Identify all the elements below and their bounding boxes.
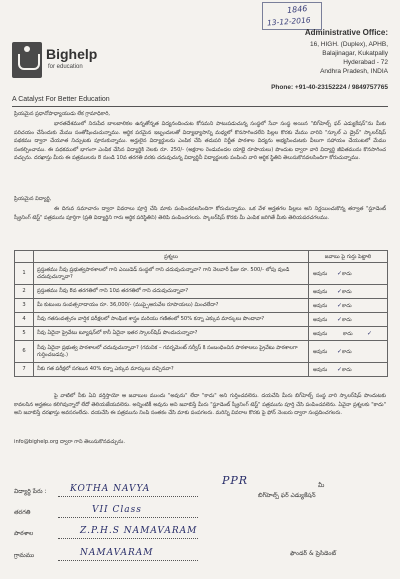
answer-yes[interactable]: అవును: [313, 330, 328, 337]
tick-mark-icon: ✓: [367, 329, 373, 337]
column-header-questions: ప్రశ్నలు: [34, 251, 309, 263]
question-text: మీ కుటుంబ సంవత్సరాదాయం రూ. 36,000/- (ముప్పైఆరువేల రూపాయలు) మించలేదా?: [34, 299, 309, 313]
question-text: నీవు గతసంవత్సరం వార్షిక పరీక్షలలో సాంఘిక శాస్త్రం మరియు గణితంలో 50% కన్నా ఎక్కువ మార్కులు పొందావా?: [34, 313, 309, 327]
answer-cell[interactable]: [309, 363, 388, 377]
table-row: [15, 263, 388, 285]
answer-no[interactable]: కాదు: [342, 348, 352, 355]
address-line: Balajinagar, Kukatpally: [322, 50, 388, 57]
answer-cell[interactable]: [309, 327, 388, 341]
question-number: 5: [15, 327, 34, 341]
eligibility-table: [14, 250, 388, 377]
brand-subtitle: for education: [48, 64, 83, 70]
class-label: తరగతి: [14, 509, 31, 516]
address-line: Andhra Pradesh, INDIA: [320, 68, 388, 75]
tick-mark-icon: ✓: [337, 315, 343, 323]
column-header-answer: జవాబు పై గుర్తు పెట్టాలి: [309, 251, 388, 263]
student-name-value[interactable]: KOTHA NAVYA: [70, 484, 151, 494]
answer-no[interactable]: కాదు: [342, 366, 352, 373]
sign-organization: బిగ్‌హెల్ప్ ఫర్ ఎడ్యుకేషన్: [258, 492, 316, 499]
table-row: [15, 299, 388, 313]
question-number: 6: [15, 341, 34, 363]
tick-mark-icon: ✓: [337, 347, 343, 355]
school-line: [58, 538, 198, 539]
stamp-number: 1846: [286, 3, 308, 16]
question-text: నీవు ఏదైనా ప్రభుత్వ పాఠశాలలో చదువుచున్నావా? (గమనిక – గవర్నమెంట్ సర్వీస్ కి సంబంధించిన పాఠశాలలు ప్రైవేటు పాఠశాలగా గుర్తించబడవు.): [34, 341, 309, 363]
table-row: [15, 327, 388, 341]
table-header-row: [15, 251, 388, 263]
stamp-date: 13-12-2016: [266, 15, 311, 28]
answer-no[interactable]: కాదు: [343, 330, 353, 337]
sign-yours: మీ: [318, 482, 325, 489]
answer-no[interactable]: కాదు: [342, 288, 352, 295]
village-line: [58, 560, 198, 561]
school-label: పాఠశాల: [14, 530, 34, 537]
answer-yes[interactable]: అవును: [313, 270, 328, 277]
contact-email: info@bighelp.org ద్వారా గాని తెలుసుకొనవచ్చును.: [14, 439, 126, 445]
question-number: 1: [15, 263, 34, 285]
bighelp-logo-icon: [12, 42, 42, 78]
name-line: [58, 496, 198, 497]
table-row: [15, 363, 388, 377]
table-row: [15, 285, 388, 299]
address-line: Hyderabad - 72: [343, 59, 388, 66]
village-label: గ్రామము: [14, 552, 35, 559]
answer-yes[interactable]: అవును: [313, 302, 328, 309]
school-value[interactable]: Z.P.H.S NAMAVARAM: [80, 526, 198, 536]
address-line: 16, HIGH. (Duplex), APHB,: [309, 41, 388, 48]
instruction-paragraph: ఈ దిగువ సమాచారం ద్వారా వివరాలు పూర్తి చేసి మాకు పంపించవలసిందిగా కోరుచున్నాము. ఒక వేళ అర్హతగల పిల్లలు అని నిర్ణయించుకొన్న తర్వాత "స్టూడెంట్ స్క్రీనింగ్ టెస్ట్" పత్రమును పూర్తిగా (ప్రతి విద్యార్థిని గారు ఆర్థిక పరిస్థితిని) తెలిపి పంపించగలరు. స్కాలర్‌షిప్ కొరకు మీ ఎంపిక జరిగితే మీకు తెలియపరచగలము.: [14, 206, 386, 221]
closing-paragraph: పై వాటిలో నీకు ఏవి వర్తిస్తాయో ఆ జవాబుల ముందు "అవును" లేదా "కాదు" అని గుర్తించవలెను. దయచేసి మీరు బిగ్‌హెల్ప్ సంస్థ వారి స్కాలర్‌షిప్ పొందుటకు కావలసిన అర్హతలు కలిగివున్నారో లేదో తెలియజేయవలెను. అన్నింటికీ అవును అని జవాబిస్తే మీరు "స్టూడెంట్ స్క్రీనింగ్ టెస్ట్" పత్రమును పూర్తి చేసి పంపించవలెను. ఏవైనా ప్రశ్నలకు "కాదు" అని జవాబిస్తే దరఖాస్తు అవసరంలేదు. దయచేసి ఈ పత్రమును నింపి సంతకం చేసి మాకు పంపగలరు. మరిన్ని వివరాల కొరకు పై ఫోన్ నెంబరు ద్వారా సంప్రదించగలరు.: [14, 393, 386, 417]
answer-yes[interactable]: అవును: [313, 288, 328, 295]
table-row: [15, 313, 388, 327]
brand-tagline: A Catalyst For Better Education: [12, 96, 110, 103]
header-divider: [12, 106, 388, 107]
sign-role: ఫౌండర్ & ప్రెసిడెంట్: [290, 550, 337, 557]
name-label: విద్యార్థి పేరు :: [14, 488, 47, 495]
tick-mark-icon: ✓: [337, 287, 343, 295]
tick-mark-icon: ✓: [337, 269, 343, 277]
address-title: Administrative Office:: [304, 28, 388, 37]
brand-name: Bighelp: [46, 46, 98, 62]
answer-yes[interactable]: అవును: [313, 366, 328, 373]
greeting: ప్రియమైన ప్రధానోపాధ్యాయుడు లేక గ్రామాధికారి,: [14, 111, 111, 117]
tick-mark-icon: ✓: [337, 365, 343, 373]
initials: PPR: [222, 474, 249, 487]
question-number: 2: [15, 285, 34, 299]
question-text: నీకు గత పరీక్షలో సగటున 40% కన్నా ఎక్కువ మార్కులు వచ్చినవా?: [34, 363, 309, 377]
answer-yes[interactable]: అవును: [313, 348, 328, 355]
question-text: నీవు ఏదైనా ప్రైవేటు ట్యూషన్‌లో కానీ ఏదైనా ఇతర స్కాలర్‌షిప్ పొందుచున్నావా?: [34, 327, 309, 341]
question-text: ప్రస్తుతము నీవు ప్రభుత్వపాఠశాలలో గాని ఎయిడెడ్ సంస్థలో గాని చదువుచున్నావా? గాని నెలవారీ ఫీజు రూ. 500/- లోపు వుండి చదువుచున్నావా?: [34, 263, 309, 285]
intro-paragraph: భారతదేశములో నిరుపేద బాలబాలికల ఉన్నతోన్నత విద్యనందించుట కోసమని పాటుపడుచున్న సంస్థలో సేవా సంస్థ అయిన "బిగ్‌హెల్ప్ ఫర్ ఎడ్యుకేషన్"ను మీకు పరిచయం చేసేందుకు మేము సంతోషించుచున్నాము. ఆర్థిక పరమైన ఇబ్బందులతో విద్యాభ్యాసాన్ని మధ్యలో కొనసాగించలేని పిల్లల కొరకు మేము వారిని "స్కూల్ ఎ డ్రైవ్" స్కాలర్‌షిప్ పథకము ద్వారా చేయూత నిచ్చుటకు పూనుకున్నాము. అర్హులైన విద్యార్థులను ఎంపిక చేసి తదుపరి నిర్ణీత పాఠశాల విద్యను అభ్యసించుటకు వీలుగా సహాయం చేయుటలో మేము సంకల్పించాము. ఈ పథకములో భాగంగా ఎంపిక చేసిన విద్యార్థికి నెలకు రూ. 250/- (అక్షరాల రెండువందల యాభై రూపాయలు) పొందుట ద్వారా వారి విద్యార్థి జీవితమును కొనసాగించ వచ్చును. దరఖాస్తు మీరు ఈ పత్రములను 8 నుండి 10వ తరగతి వరకు చదువుచున్న విద్యార్థినీ విద్యార్థులకు పంపించి వారి ఆర్థిక స్థితిని తెలుసుకొనవలసిందిగా కోరుచున్నాము.: [14, 121, 386, 162]
student-greeting: ప్రియమైన విద్యార్థి,: [14, 196, 52, 202]
tick-mark-icon: ✓: [337, 301, 343, 309]
question-number: 3: [15, 299, 34, 313]
answer-no[interactable]: కాదు: [342, 270, 352, 277]
question-text: ప్రస్తుతము నీవు 8వ తరగతిలో గాని 10వ తరగతిలో గాని చదువుచున్నావా?: [34, 285, 309, 299]
table-row: [15, 341, 388, 363]
answer-no[interactable]: కాదు: [342, 302, 352, 309]
answer-cell[interactable]: [309, 285, 388, 299]
answer-yes[interactable]: అవును: [313, 316, 328, 323]
answer-cell[interactable]: [309, 313, 388, 327]
answer-cell[interactable]: [309, 263, 388, 285]
answer-cell[interactable]: [309, 341, 388, 363]
class-line: [58, 517, 198, 518]
class-value[interactable]: VII Class: [92, 505, 142, 515]
answer-no[interactable]: కాదు: [342, 316, 352, 323]
address-phone: Phone: +91-40-23152224 / 9849757765: [271, 84, 388, 91]
inward-stamp: [262, 2, 322, 30]
village-value[interactable]: NAMAVARAM: [80, 548, 154, 558]
question-number: 4: [15, 313, 34, 327]
answer-cell[interactable]: [309, 299, 388, 313]
question-number: 7: [15, 363, 34, 377]
office-address: [271, 28, 388, 91]
